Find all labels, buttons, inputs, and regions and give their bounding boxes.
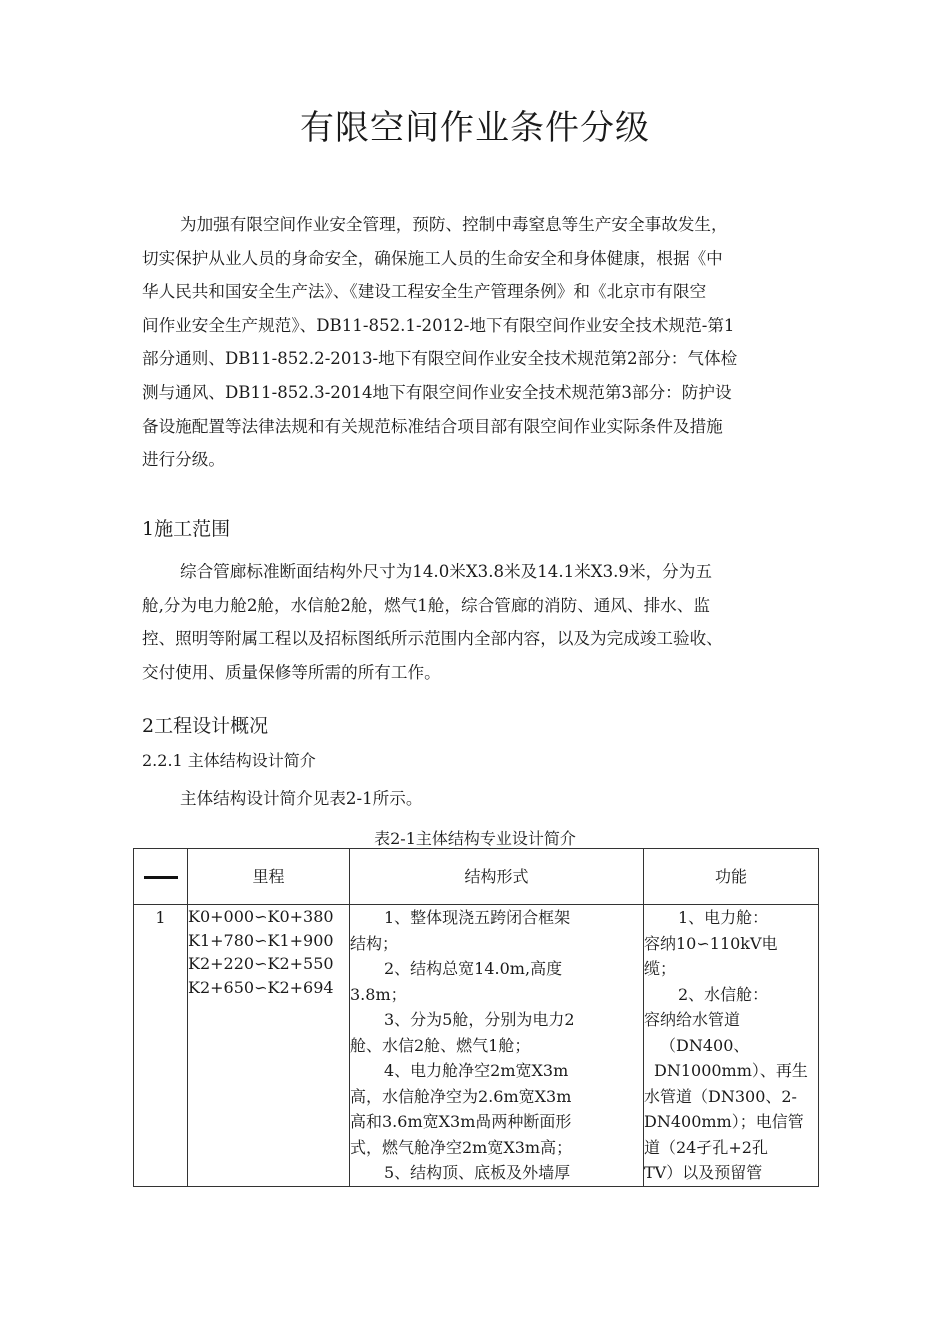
function-line: （DN400、 xyxy=(660,1035,750,1055)
function-line: 道（24孑孔+2孔 xyxy=(644,1137,768,1157)
intro-line: 华人民共和国安全生产法》、《建设工程安全生产管理条例》和《北京市有限空 xyxy=(142,282,707,302)
section-1-line: 控、照明等附属工程以及招标图纸所示范围内全部内容，以及为完成竣工验收、 xyxy=(142,629,723,649)
structure-line: 高和3.6m宽X3m咼两种断面形 xyxy=(350,1112,572,1131)
intro-line: 备设施配置等法律法规和有关规范标准结合项目部有限空间作业实际条件及措施 xyxy=(142,416,723,436)
dash-mark xyxy=(144,876,178,879)
structure-line: 3.8m； xyxy=(350,984,407,1004)
table-header-row xyxy=(134,849,819,905)
structure-line: 舱、水信2舱、燃气1舱； xyxy=(350,1035,531,1055)
function-line: 2、水信舱： xyxy=(678,984,769,1004)
row-function xyxy=(644,905,819,1187)
header-index xyxy=(134,849,188,905)
section-1-line: 综合管廊标准断面结构外尺寸为14.0米X3.8米及14.1米X3.9米，分为五 xyxy=(180,562,712,581)
structure-line: 3、分为5舱，分别为电力2 xyxy=(384,1010,575,1029)
function-line: 容纳给水管道 xyxy=(644,1010,741,1029)
intro-paragraph xyxy=(142,208,818,477)
header-function: 功能 xyxy=(644,849,819,905)
intro-line: 间作业安全生产规范》、DB11-852.1-2012-地下有限空间作业安全技术规范-第1 xyxy=(142,315,735,335)
section-1-paragraph xyxy=(142,555,818,689)
header-structure: 结构形式 xyxy=(350,849,644,905)
mileage-line: K2+650∽K2+694 xyxy=(188,977,334,997)
section-1-line: 交付使用、质量保修等所需的所有工作。 xyxy=(142,662,441,682)
section-1-line: 舱,分为电力舱2舱，水信舱2舱，燃气1舱，综合管廊的消防、通风、排水、监 xyxy=(142,595,710,615)
structure-line: 结构； xyxy=(350,933,399,953)
structure-line: 2、结构总宽14.0m,高度 xyxy=(384,959,563,978)
section-2-heading: 2工程设计概况 xyxy=(142,715,269,737)
function-line: 容纳10∽110kV电 xyxy=(644,933,778,953)
structure-line: 1、整体现浇五跨闭合框架 xyxy=(384,908,571,927)
row-structure xyxy=(350,905,644,1187)
table-caption: 表2-1主体结构专业设计简介 xyxy=(374,829,576,848)
page-title: 有限空间作业条件分级 xyxy=(300,108,650,148)
function-line: DN1000mm）、再生 xyxy=(654,1061,808,1080)
row-mileage xyxy=(188,905,350,1187)
function-line: 水管道（DN300、2- xyxy=(644,1086,797,1106)
function-line: 1、电力舱： xyxy=(678,908,769,927)
section-2-line: 主体结构设计简介见表2-1所示。 xyxy=(180,789,423,808)
intro-line: 切实保护从业人员的身命安全，确保施工人员的生命安全和身体健康，根据《中 xyxy=(142,248,723,268)
section-2-paragraph xyxy=(142,782,818,816)
intro-line: 部分通则、DB11-852.2-2013-地下有限空间作业安全技术规范第2部分：气体检 xyxy=(142,349,738,369)
table-row xyxy=(134,905,819,1187)
intro-line: 为加强有限空间作业安全管理，预防、控制中毒窒息等生产安全事故发生， xyxy=(180,215,728,234)
row-index: 1 xyxy=(134,905,188,1187)
section-2-subheading: 2.2.1 主体结构设计简介 xyxy=(142,751,316,770)
structure-line: 高，水信舱净空为2.6m宽X3m xyxy=(350,1086,572,1106)
structure-line: 5、结构顶、底板及外墙厚 xyxy=(384,1163,571,1182)
function-line: 缆； xyxy=(644,959,677,978)
header-mileage: 里程 xyxy=(188,849,350,905)
structure-line: 4、电力舱净空2m宽X3m xyxy=(384,1061,569,1080)
function-line: TV）以及预留管 xyxy=(644,1163,763,1182)
mileage-line: K0+000∽K0+380 xyxy=(188,907,334,926)
mileage-line: K2+220∽K2+550 xyxy=(188,954,334,973)
mileage-line: K1+780∽K1+900 xyxy=(188,930,334,950)
function-line: DN400mm）；电信管 xyxy=(644,1112,804,1131)
section-1-heading: 1施工范围 xyxy=(142,518,231,540)
structure-line: 式，燃气舱净空2m宽X3m高； xyxy=(350,1137,573,1157)
intro-line: 测与通风、DB11-852.3-2014地下有限空间作业安全技术规范第3部分：防护设 xyxy=(142,382,732,402)
intro-line: 进行分级。 xyxy=(142,450,225,470)
design-table xyxy=(133,848,819,1187)
